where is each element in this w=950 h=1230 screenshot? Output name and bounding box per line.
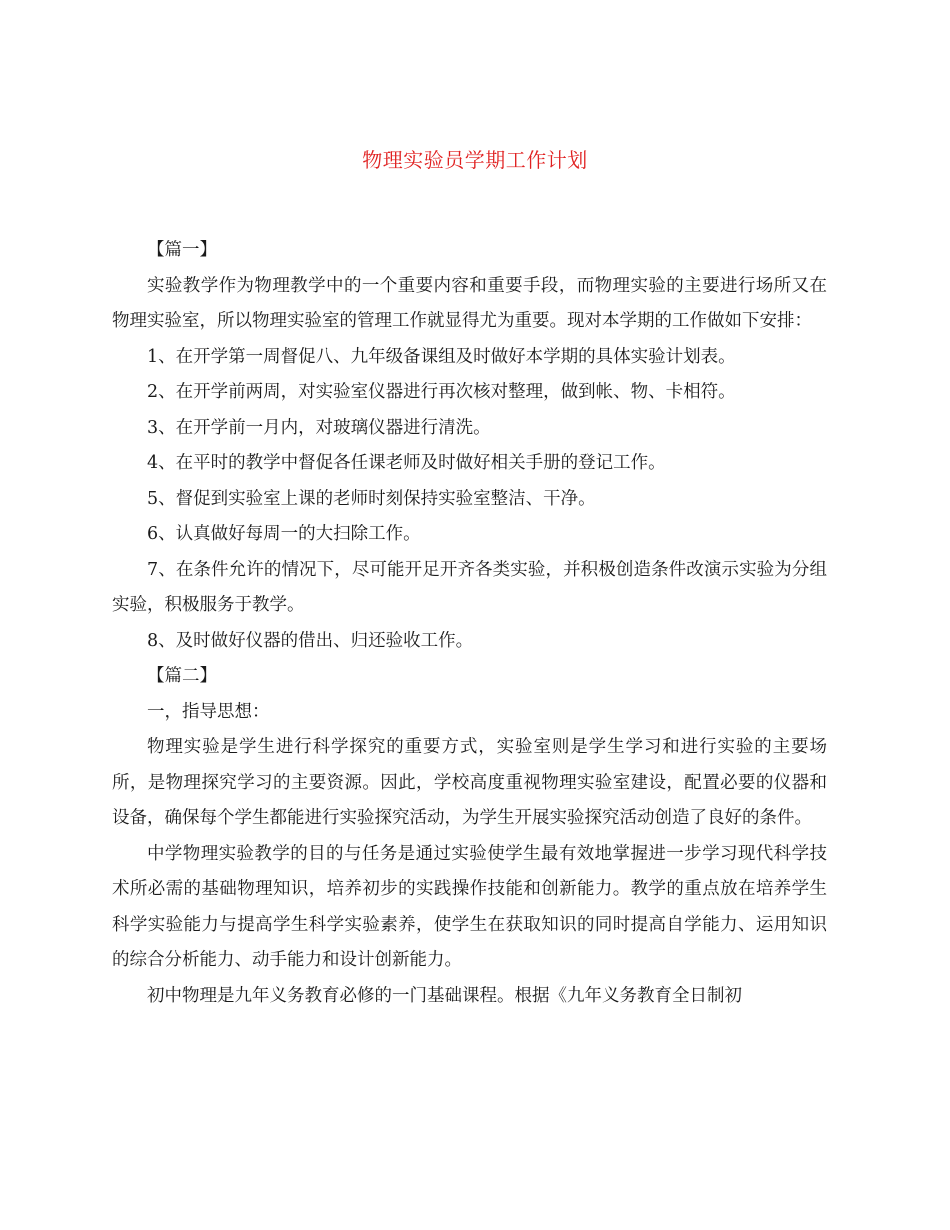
list-item: 8、及时做好仪器的借出、归还验收工作。 [147, 630, 474, 651]
paragraph: 初中物理是九年义务教育必修的一门基础课程。根据《九年义务教育全日制初 [147, 985, 742, 1006]
list-item: 6、认真做好每周一的大扫除工作。 [147, 524, 421, 544]
paragraph: 实验教学作为物理教学中的一个重要内容和重要手段，而物理实验的主要进行场所又在物理实验室，所以物理实验室的管理工作就显得尤为重要。现对本学期的工作做如下安排： [112, 275, 827, 331]
list-item: 7、在条件允许的情况下，尽可能开足开齐各类实验，并积极创造条件改演示实验为分组实验，积极服务于教学。 [112, 559, 827, 615]
list-item: 5、督促到实验室上课的老师时刻保持实验室整洁、干净。 [147, 488, 596, 509]
section-heading-1: 【篇一】 [147, 240, 217, 260]
list-item: 4、在平时的教学中督促各任课老师及时做好相关手册的登记工作。 [147, 453, 666, 473]
document-body [112, 233, 827, 1014]
list-item: 3、在开学前一月内，对玻璃仪器进行清洗。 [147, 417, 491, 438]
list-item: 2、在开学前两周，对实验室仪器进行再次核对整理，做到帐、物、卡相符。 [147, 382, 736, 402]
section-heading-2: 【篇二】 [147, 666, 217, 686]
paragraph: 中学物理实验教学的目的与任务是通过实验使学生最有效地掌握进一步学习现代科学技术所必需的基础物理知识，培养初步的实践操作技能和创新能力。教学的重点放在培养学生科学实验能力与提高学生科学实验素养，使学生在获取知识的同时提高自学能力、运用知识的综合分析能力、动手能力和设计创新能力。 [112, 843, 827, 970]
list-item: 1、在开学第一周督促八、九年级备课组及时做好本学期的具体实验计划表。 [147, 346, 736, 367]
subheading: 一，指导思想： [147, 701, 270, 722]
document-title: 物理实验员学期工作计划 [362, 148, 588, 172]
paragraph: 物理实验是学生进行科学探究的重要方式，实验室则是学生学习和进行实验的主要场所，是物理探究学习的主要资源。因此，学校高度重视物理实验室建设，配置必要的仪器和设备，确保每个学生都能进行实验探究活动，为学生开展实验探究活动创造了良好的条件。 [112, 737, 827, 828]
